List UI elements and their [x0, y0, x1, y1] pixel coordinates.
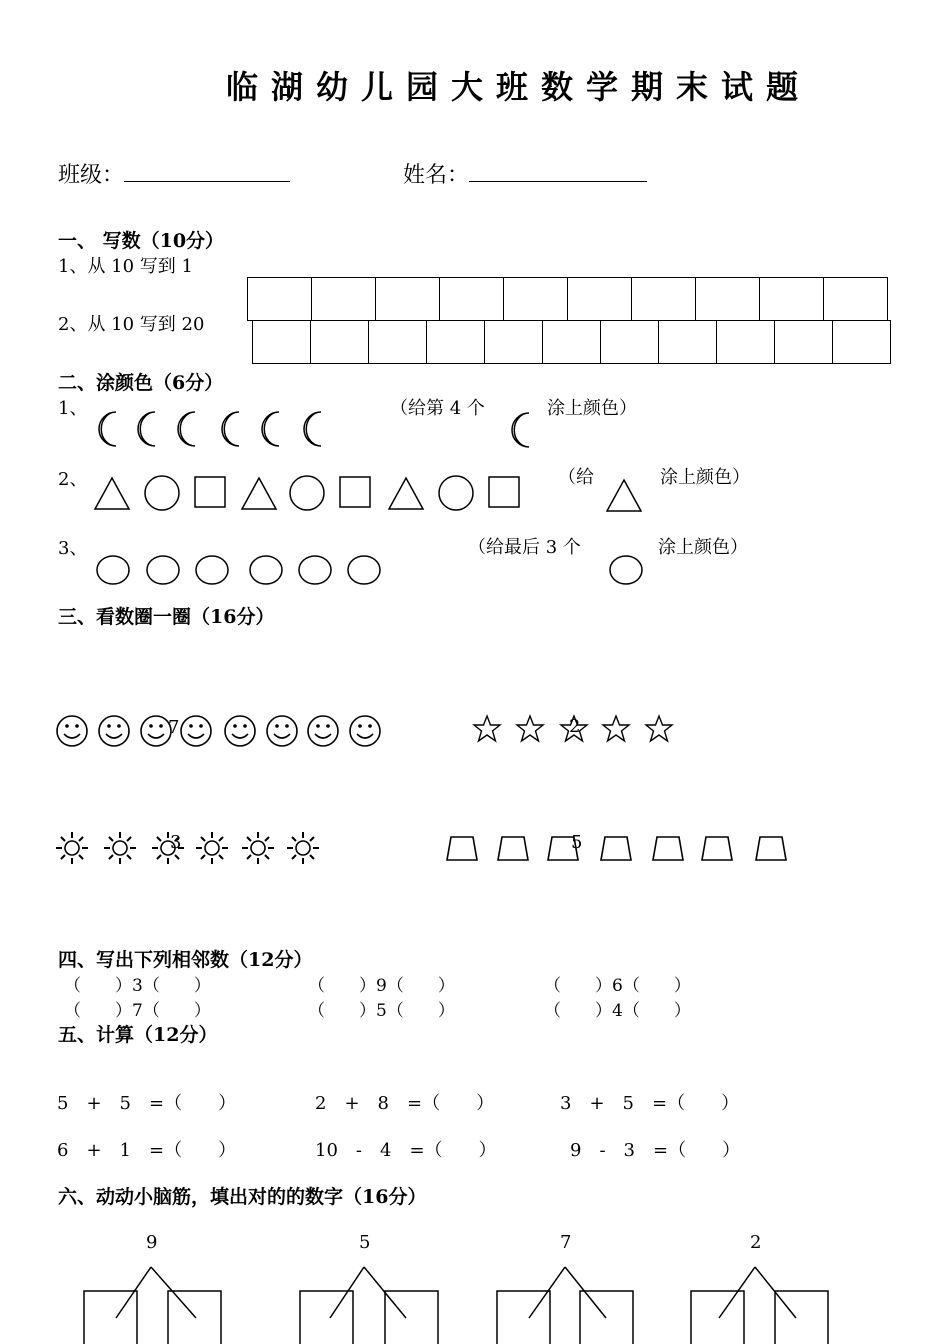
circle-row: [92, 552, 388, 588]
circle-icon: [299, 556, 331, 584]
calc-item: 6 + 1 =（ ）: [57, 1140, 237, 1161]
grid-cell[interactable]: [439, 277, 504, 321]
name-blank[interactable]: [469, 163, 647, 182]
s2-q3-hint-b: 涂上颜色）: [658, 537, 748, 558]
grid-cell[interactable]: [716, 320, 775, 364]
moon-icon: [262, 412, 279, 446]
neighbor-item: （ ）9（ ）: [308, 976, 455, 996]
neighbor-item: （ ）5（ ）: [308, 1001, 455, 1021]
neighbor-item: （ ）4（ ）: [544, 1001, 691, 1021]
grid-cell[interactable]: [311, 277, 376, 321]
smiley-icon: [267, 716, 297, 746]
grid-cell[interactable]: [823, 277, 888, 321]
split-top-number: 5: [359, 1232, 371, 1253]
split-diagram: [300, 1267, 438, 1344]
moon-row: [92, 408, 342, 450]
smiley-row: [56, 714, 386, 750]
s2-q1-hint-b: 涂上颜色）: [547, 398, 637, 419]
circle-icon: [147, 556, 179, 584]
star-icon: [646, 716, 672, 741]
star-icon: [603, 716, 629, 741]
moon-icon: [99, 412, 116, 446]
neighbor-item: （ ）3（ ）: [64, 976, 211, 996]
smiley-icon: [99, 716, 129, 746]
moon-icon: [304, 412, 321, 446]
neighbor-item: （ ）7（ ）: [64, 1001, 211, 1021]
grid-cell[interactable]: [247, 277, 312, 321]
sun-icon: [242, 832, 274, 864]
square-icon: [195, 477, 225, 507]
trapezoid-icon: [601, 837, 631, 860]
moon-icon: [138, 412, 155, 446]
smiley-icon: [308, 716, 338, 746]
answer-box: [385, 1291, 438, 1344]
write-grid-2: [252, 320, 891, 364]
grid-cell[interactable]: [600, 320, 659, 364]
circle-icon: [348, 556, 380, 584]
sun-row: [55, 830, 325, 866]
page-title: 临湖幼儿园大班数学期末试题: [226, 68, 812, 106]
trapezoid-icon: [447, 837, 477, 860]
neighbor-item: （ ）6（ ）: [544, 976, 691, 996]
moon-icon: [222, 412, 239, 446]
section-5-heading: 五、计算（12分）: [58, 1024, 218, 1046]
moon-icon: [178, 412, 195, 446]
s2-q2-number: 2、: [58, 469, 88, 490]
star-count-number: 2: [569, 716, 581, 737]
calc-item: 10 - 4 =（ ）: [315, 1140, 497, 1161]
split-top-number: 2: [750, 1232, 762, 1253]
circle-icon: [145, 476, 179, 510]
sun-icon: [196, 832, 228, 864]
s1-question-2: 2、从 10 写到 20: [58, 314, 205, 335]
name-label: 姓名：: [403, 163, 470, 188]
smiley-icon: [350, 716, 380, 746]
grid-cell[interactable]: [484, 320, 543, 364]
grid-cell[interactable]: [631, 277, 696, 321]
answer-box: [775, 1291, 828, 1344]
grid-cell[interactable]: [503, 277, 568, 321]
answer-box: [168, 1291, 221, 1344]
section-4-heading: 四、写出下列相邻数（12分）: [58, 949, 313, 971]
shape-row: [92, 474, 524, 514]
section-2-heading: 二、涂颜色（6分）: [58, 372, 224, 394]
s1-question-1: 1、从 10 写到 1: [58, 256, 193, 277]
sun-count-number: 3: [170, 832, 182, 853]
trapezoid-icon: [498, 837, 528, 860]
square-icon: [489, 477, 519, 507]
section-1-heading: 一、 写数（10分）: [58, 230, 225, 252]
s2-q2-hint-b: 涂上颜色）: [660, 467, 750, 488]
grid-cell[interactable]: [695, 277, 760, 321]
calc-item: 2 + 8 =（ ）: [315, 1093, 495, 1114]
sun-icon: [56, 832, 88, 864]
star-icon: [474, 716, 500, 741]
sun-icon: [287, 832, 319, 864]
grid-cell[interactable]: [375, 277, 440, 321]
grid-cell[interactable]: [774, 320, 833, 364]
calc-item: 9 - 3 =（ ）: [570, 1140, 741, 1161]
smiley-count-number: 7: [168, 717, 180, 738]
section-6-heading: 六、动动小脑筋，填出对的的数字（16分）: [58, 1186, 427, 1208]
split-top-number: 7: [560, 1232, 572, 1253]
trapezoid-row: [444, 834, 794, 864]
moon-icon: [505, 410, 541, 450]
triangle-icon: [605, 478, 645, 514]
smiley-icon: [141, 716, 171, 746]
section-3-heading: 三、看数圈一圈（16分）: [58, 606, 275, 628]
trapezoid-count-number: 5: [571, 832, 583, 853]
grid-cell[interactable]: [759, 277, 824, 321]
grid-cell[interactable]: [832, 320, 891, 364]
split-diagram: [84, 1267, 221, 1344]
smiley-icon: [181, 716, 211, 746]
triangle-icon: [95, 478, 129, 509]
class-label: 班级：: [58, 163, 125, 188]
trapezoid-icon: [756, 837, 786, 860]
grid-cell[interactable]: [310, 320, 369, 364]
s2-q3-hint-a: （给最后 3 个: [468, 537, 581, 558]
circle-icon: [439, 476, 473, 510]
split-diagram: [691, 1267, 828, 1344]
grid-cell[interactable]: [658, 320, 717, 364]
grid-cell[interactable]: [542, 320, 601, 364]
s2-q2-hint-a: （给: [558, 467, 594, 488]
square-icon: [340, 477, 370, 507]
trapezoid-icon: [653, 837, 683, 860]
s2-q3-number: 3、: [58, 538, 88, 559]
triangle-icon: [242, 478, 276, 509]
s2-q1-number: 1、: [58, 398, 88, 419]
sun-icon: [104, 832, 136, 864]
number-split-diagrams: [0, 1260, 950, 1344]
answer-box: [691, 1291, 744, 1344]
s2-q1-hint-a: （给第 4 个: [390, 398, 485, 419]
smiley-icon: [57, 716, 87, 746]
grid-cell[interactable]: [567, 277, 632, 321]
name-field: [403, 158, 647, 189]
smiley-icon: [225, 716, 255, 746]
write-grid-1: [247, 277, 888, 321]
split-diagram: [497, 1267, 633, 1344]
calc-item: 5 + 5 =（ ）: [57, 1093, 237, 1114]
circle-icon: [250, 556, 282, 584]
star-icon: [517, 716, 543, 741]
grid-cell[interactable]: [252, 320, 311, 364]
split-top-number: 9: [146, 1232, 158, 1253]
circle-icon: [97, 556, 129, 584]
answer-box: [300, 1291, 353, 1344]
grid-cell[interactable]: [368, 320, 427, 364]
grid-cell[interactable]: [426, 320, 485, 364]
trapezoid-icon: [702, 837, 732, 860]
triangle-icon: [389, 478, 423, 509]
calc-item: 3 + 5 =（ ）: [560, 1093, 740, 1114]
circle-icon: [196, 556, 228, 584]
circle-icon: [607, 552, 645, 588]
class-blank[interactable]: [124, 163, 290, 182]
class-field: [58, 158, 290, 189]
circle-icon: [290, 476, 324, 510]
